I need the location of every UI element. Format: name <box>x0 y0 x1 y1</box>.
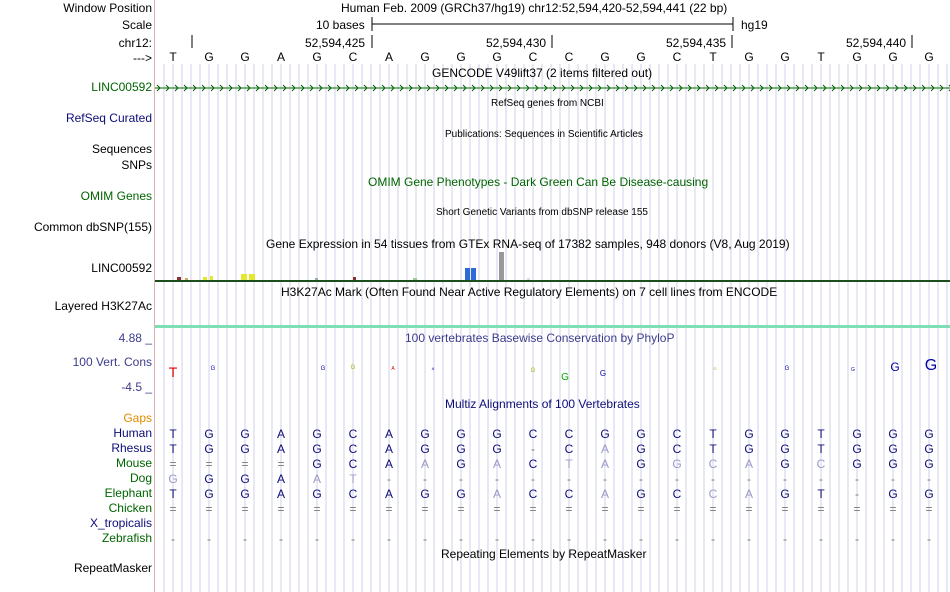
track-label-h3k27ac[interactable]: Layered H3K27Ac <box>54 299 152 313</box>
repeatmasker-track-title: Repeating Elements by RepeatMasker <box>441 547 647 561</box>
gtex-expression-bar <box>471 268 476 280</box>
alignment-base-elephant: T <box>169 487 177 501</box>
alignment-base-chicken: = <box>925 502 933 516</box>
coord-label: 52,594,425 <box>305 36 366 50</box>
species-label-mouse: Mouse <box>115 456 152 470</box>
alignment-base-zebrafish: - <box>207 532 211 546</box>
reference-base: T <box>169 50 177 64</box>
gtex-expression-bar <box>249 274 255 280</box>
alignment-base-elephant: T <box>817 487 825 501</box>
alignment-base-mouse: A <box>492 457 502 471</box>
reference-base: G <box>492 50 502 64</box>
dbsnp-track-title: Short Genetic Variants from dbSNP release 155 <box>436 207 648 218</box>
alignment-base-mouse: G <box>852 457 862 471</box>
alignment-base-elephant: A <box>600 487 610 501</box>
alignment-base-rhesus: - <box>531 442 535 456</box>
multiz-track-title: Multiz Alignments of 100 Vertebrates <box>445 397 640 411</box>
coord-label: 52,594,435 <box>666 36 727 50</box>
window-position-label: Window Position <box>63 1 152 15</box>
alignment-base-dog: - <box>711 472 715 486</box>
alignment-base-zebrafish: - <box>927 532 931 546</box>
alignment-base-mouse: G <box>888 457 898 471</box>
alignment-base-zebrafish: - <box>315 532 319 546</box>
reference-base: C <box>528 50 538 64</box>
alignment-base-zebrafish: - <box>675 532 679 546</box>
gtex-expression-bar <box>241 274 247 280</box>
gtex-expression-bar <box>185 278 188 280</box>
alignment-base-rhesus: A <box>600 442 610 456</box>
species-label-zebrafish: Zebrafish <box>101 531 152 545</box>
alignment-base-dog: - <box>819 472 823 486</box>
track-label-omim[interactable]: OMIM Genes <box>80 189 152 203</box>
species-label-dog: Dog <box>129 471 152 485</box>
alignment-base-rhesus: A <box>276 442 286 456</box>
alignment-base-rhesus: G <box>492 442 502 456</box>
alignment-base-dog: A <box>276 472 286 486</box>
alignment-base-human: G <box>852 427 862 441</box>
alignment-base-rhesus: G <box>204 442 214 456</box>
alignment-base-dog: - <box>603 472 607 486</box>
alignment-base-chicken: = <box>169 502 177 516</box>
alignment-base-chicken: = <box>817 502 825 516</box>
alignment-base-rhesus: G <box>240 442 250 456</box>
alignment-base-zebrafish: - <box>531 532 535 546</box>
publications-track-title: Publications: Sequences in Scientific Articles <box>445 129 643 140</box>
alignment-base-zebrafish: - <box>603 532 607 546</box>
alignment-base-elephant: G <box>312 487 322 501</box>
alignment-base-human: T <box>169 427 177 441</box>
alignment-base-elephant: G <box>924 487 934 501</box>
track-label-snps[interactable]: SNPs <box>121 158 152 172</box>
gtex-expression-bar <box>315 278 318 280</box>
alignment-base-human: G <box>312 427 322 441</box>
alignment-base-zebrafish: - <box>387 532 391 546</box>
alignment-base-human: G <box>636 427 646 441</box>
phylop-base-glyph: T <box>168 364 178 380</box>
alignment-base-human: C <box>348 427 358 441</box>
phylop-base-glyph: G <box>320 366 326 372</box>
reference-base: G <box>636 50 646 64</box>
alignment-base-chicken: = <box>853 502 861 516</box>
alignment-base-human: T <box>709 427 717 441</box>
alignment-base-rhesus: G <box>312 442 322 456</box>
alignment-base-elephant: G <box>420 487 430 501</box>
coord-label: 52,594,440 <box>846 36 907 50</box>
alignment-base-chicken: = <box>637 502 645 516</box>
alignment-base-chicken: = <box>565 502 573 516</box>
phylop-base-glyph: G <box>210 366 216 372</box>
alignment-base-zebrafish: - <box>279 532 283 546</box>
alignment-base-chicken: = <box>421 502 429 516</box>
alignment-base-mouse: G <box>312 457 322 471</box>
alignment-base-elephant: - <box>855 487 859 501</box>
track-label-gtex[interactable]: LINC00592 <box>91 261 152 275</box>
alignment-base-dog: G <box>240 472 250 486</box>
alignment-base-rhesus: A <box>384 442 394 456</box>
gtex-expression-bar <box>465 268 470 280</box>
track-label-linc00592[interactable]: LINC00592 <box>91 80 152 94</box>
alignment-base-rhesus: G <box>852 442 862 456</box>
alignment-base-zebrafish: - <box>171 532 175 546</box>
omim-track-title: OMIM Gene Phenotypes - Dark Green Can Be Disease-causing <box>368 175 709 189</box>
alignment-base-rhesus: G <box>636 442 646 456</box>
alignment-base-chicken: = <box>889 502 897 516</box>
alignment-base-elephant: A <box>744 487 754 501</box>
refseq-track-title: RefSeq genes from NCBI <box>491 98 604 109</box>
gtex-expression-bar <box>177 277 181 280</box>
alignment-base-chicken: = <box>277 502 285 516</box>
alignment-base-chicken: = <box>745 502 753 516</box>
alignment-base-mouse: A <box>744 457 754 471</box>
alignment-base-dog: T <box>349 472 357 486</box>
track-labels-panel <box>0 0 155 592</box>
alignment-base-rhesus: T <box>169 442 177 456</box>
alignment-base-chicken: = <box>313 502 321 516</box>
reference-base: C <box>564 50 574 64</box>
alignment-base-rhesus: G <box>744 442 754 456</box>
alignment-base-human: G <box>420 427 430 441</box>
scale-bar-label: 10 bases <box>316 18 365 32</box>
gtex-expression-bar <box>353 277 356 280</box>
gencode-track-title: GENCODE V49lift37 (2 items filtered out) <box>432 66 653 80</box>
reference-base: T <box>709 50 717 64</box>
alignment-base-chicken: = <box>493 502 501 516</box>
gtex-track-title: Gene Expression in 54 tissues from GTEx RNA-seq of 17382 samples, 948 donors (V8, Aug 2019) <box>266 237 790 251</box>
reference-base: G <box>240 50 250 64</box>
alignment-base-dog: - <box>855 472 859 486</box>
alignment-base-human: G <box>600 427 610 441</box>
alignment-base-zebrafish: - <box>639 532 643 546</box>
alignment-base-rhesus: T <box>817 442 825 456</box>
coord-label: 52,594,430 <box>486 36 547 50</box>
reference-base: G <box>852 50 862 64</box>
reference-base: G <box>924 50 934 64</box>
track-label-sequences[interactable]: Sequences <box>91 142 152 156</box>
alignment-base-mouse: = <box>241 457 249 471</box>
alignment-base-elephant: C <box>708 487 718 501</box>
species-label-chicken: Chicken <box>108 501 152 515</box>
alignment-base-human: C <box>528 427 538 441</box>
scale-label: Scale <box>121 18 152 32</box>
alignment-base-rhesus: G <box>924 442 934 456</box>
reference-base: C <box>348 50 358 64</box>
alignment-base-mouse: = <box>277 457 285 471</box>
alignment-base-elephant: C <box>564 487 574 501</box>
alignment-base-chicken: = <box>457 502 465 516</box>
track-label-repeatmasker[interactable]: RepeatMasker <box>73 561 152 575</box>
alignment-base-mouse: A <box>420 457 430 471</box>
alignment-base-elephant: C <box>528 487 538 501</box>
alignment-base-rhesus: G <box>420 442 430 456</box>
alignment-base-dog: - <box>675 472 679 486</box>
alignment-base-elephant: G <box>456 487 466 501</box>
alignment-base-rhesus: C <box>564 442 574 456</box>
reference-base: G <box>600 50 610 64</box>
reference-base: G <box>204 50 214 64</box>
alignment-base-elephant: C <box>348 487 358 501</box>
phylop-base-glyph: G <box>599 369 607 378</box>
alignment-base-dog: - <box>495 472 499 486</box>
alignment-base-chicken: = <box>529 502 537 516</box>
alignment-base-zebrafish: - <box>819 532 823 546</box>
alignment-base-zebrafish: - <box>495 532 499 546</box>
alignment-base-human: C <box>564 427 574 441</box>
reference-base: G <box>420 50 430 64</box>
alignment-base-mouse: G <box>672 457 682 471</box>
alignment-base-rhesus: G <box>456 442 466 456</box>
alignment-base-human: G <box>780 427 790 441</box>
gtex-expression-bar <box>527 278 530 280</box>
track-label-refseq[interactable]: RefSeq Curated <box>65 111 152 125</box>
alignment-base-mouse: A <box>600 457 610 471</box>
alignment-base-mouse: C <box>348 457 358 471</box>
alignment-base-dog: - <box>891 472 895 486</box>
track-label-dbsnp[interactable]: Common dbSNP(155) <box>33 220 152 234</box>
alignment-base-mouse: = <box>169 457 177 471</box>
species-label-rhesus: Rhesus <box>111 441 152 455</box>
alignment-base-human: G <box>744 427 754 441</box>
alignment-base-mouse: C <box>816 457 826 471</box>
phylop-track-title: 100 vertebrates Basewise Conservation by PhyloP <box>405 331 675 345</box>
gtex-expression-bar <box>203 277 207 280</box>
reference-base: G <box>780 50 790 64</box>
alignment-base-zebrafish: - <box>459 532 463 546</box>
alignment-base-mouse: G <box>780 457 790 471</box>
alignment-base-mouse: A <box>384 457 394 471</box>
alignment-base-mouse: G <box>636 457 646 471</box>
assembly-label: hg19 <box>741 18 768 32</box>
alignment-base-human: C <box>672 427 682 441</box>
alignment-base-human: T <box>817 427 825 441</box>
alignment-base-chicken: = <box>241 502 249 516</box>
alignment-base-mouse: = <box>205 457 213 471</box>
alignment-base-elephant: A <box>492 487 502 501</box>
phylop-base-glyph: G <box>350 365 356 371</box>
phylop-base-glyph: A <box>391 366 395 372</box>
reference-base: T <box>817 50 825 64</box>
alignment-base-dog: G <box>168 472 178 486</box>
alignment-base-zebrafish: - <box>711 532 715 546</box>
reference-base: A <box>276 50 286 64</box>
alignment-base-dog: A <box>312 472 322 486</box>
phylop-base-glyph: G <box>561 372 569 383</box>
genome-browser-tracks[interactable] <box>155 0 950 592</box>
phylop-base-glyph: G <box>784 366 790 372</box>
alignment-base-zebrafish: - <box>747 532 751 546</box>
h3k27ac-track-title: H3K27Ac Mark (Often Found Near Active Regulatory Elements) on 7 cell lines from ENCODE <box>281 285 778 299</box>
alignment-base-zebrafish: - <box>423 532 427 546</box>
reference-base: G <box>456 50 466 64</box>
alignment-base-dog: - <box>783 472 787 486</box>
alignment-base-chicken: = <box>205 502 213 516</box>
alignment-base-dog: - <box>747 472 751 486</box>
alignment-base-mouse: C <box>708 457 718 471</box>
gaps-label: Gaps <box>123 411 152 425</box>
alignment-base-chicken: = <box>349 502 357 516</box>
phylop-base-glyph: G <box>530 368 536 374</box>
phylop-base-glyph: G <box>890 360 900 374</box>
h3k27ac-signal <box>155 325 950 328</box>
phylop-base-glyph: G <box>851 367 855 373</box>
track-label-cons[interactable]: 100 Vert. Cons <box>72 355 152 369</box>
alignment-base-human: A <box>384 427 394 441</box>
alignment-base-human: A <box>276 427 286 441</box>
phylop-max-label: 4.88 _ <box>118 331 152 345</box>
gtex-expression-bar <box>499 252 504 280</box>
alignment-base-human: G <box>240 427 250 441</box>
alignment-base-rhesus: G <box>780 442 790 456</box>
reference-base: G <box>744 50 754 64</box>
strand-arrow-label: ---> <box>133 51 152 65</box>
alignment-base-elephant: A <box>384 487 394 501</box>
alignment-base-human: G <box>456 427 466 441</box>
species-label-elephant: Elephant <box>104 486 152 500</box>
alignment-base-zebrafish: - <box>243 532 247 546</box>
alignment-base-zebrafish: - <box>567 532 571 546</box>
species-label-human: Human <box>113 426 152 440</box>
alignment-base-rhesus: C <box>672 442 682 456</box>
alignment-base-zebrafish: - <box>783 532 787 546</box>
position-header: Human Feb. 2009 (GRCh37/hg19) chr12:52,594,420-52,594,441 (22 bp) <box>341 1 728 15</box>
phylop-base-glyph: A <box>431 366 435 371</box>
reference-base: G <box>312 50 322 64</box>
alignment-base-mouse: G <box>924 457 934 471</box>
phylop-base-glyph: G <box>713 366 717 371</box>
alignment-base-chicken: = <box>601 502 609 516</box>
reference-base: C <box>672 50 682 64</box>
alignment-base-dog: - <box>423 472 427 486</box>
alignment-base-dog: G <box>204 472 214 486</box>
alignment-base-zebrafish: - <box>891 532 895 546</box>
alignment-base-rhesus: C <box>348 442 358 456</box>
alignment-base-zebrafish: - <box>855 532 859 546</box>
alignment-base-elephant: G <box>780 487 790 501</box>
alignment-base-chicken: = <box>385 502 393 516</box>
alignment-base-elephant: G <box>888 487 898 501</box>
gtex-expression-bar <box>413 278 417 280</box>
alignment-base-mouse: G <box>456 457 466 471</box>
alignment-base-mouse: T <box>565 457 573 471</box>
alignment-base-human: G <box>204 427 214 441</box>
alignment-base-dog: - <box>567 472 571 486</box>
alignment-base-rhesus: T <box>709 442 717 456</box>
alignment-base-elephant: G <box>204 487 214 501</box>
alignment-base-human: G <box>888 427 898 441</box>
reference-base: A <box>384 50 394 64</box>
alignment-base-chicken: = <box>709 502 717 516</box>
alignment-base-elephant: G <box>240 487 250 501</box>
reference-base: G <box>888 50 898 64</box>
gtex-expression-bar <box>210 276 213 280</box>
alignment-base-elephant: C <box>672 487 682 501</box>
chr-label: chr12: <box>118 36 152 50</box>
alignment-base-human: G <box>492 427 502 441</box>
alignment-base-chicken: = <box>673 502 681 516</box>
alignment-base-human: G <box>924 427 934 441</box>
phylop-base-glyph: G <box>924 357 938 374</box>
alignment-base-dog: - <box>387 472 391 486</box>
alignment-base-dog: - <box>459 472 463 486</box>
alignment-base-elephant: A <box>276 487 286 501</box>
alignment-base-dog: - <box>927 472 931 486</box>
alignment-base-rhesus: G <box>888 442 898 456</box>
alignment-base-dog: - <box>531 472 535 486</box>
alignment-base-dog: - <box>639 472 643 486</box>
phylop-min-label: -4.5 _ <box>121 380 152 394</box>
alignment-base-mouse: C <box>528 457 538 471</box>
alignment-base-chicken: = <box>781 502 789 516</box>
alignment-base-zebrafish: - <box>351 532 355 546</box>
alignment-base-elephant: G <box>636 487 646 501</box>
species-label-xtropicalis: X_tropicalis <box>89 516 152 530</box>
